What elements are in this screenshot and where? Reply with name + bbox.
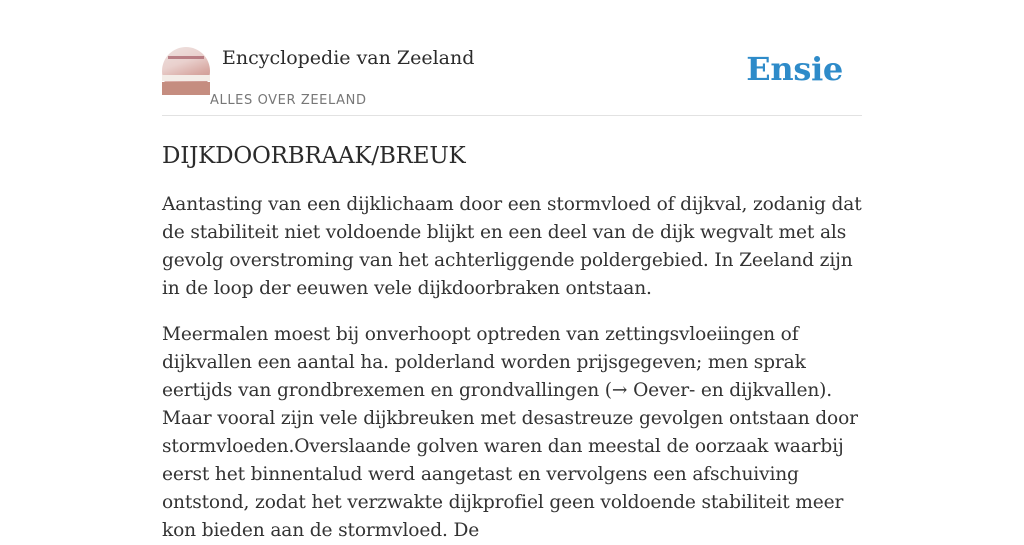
avatar-book-top (168, 56, 204, 59)
site-header (162, 0, 862, 116)
site-tagline: ALLES OVER ZEELAND (210, 93, 367, 108)
page (162, 0, 862, 545)
article-paragraph-1: Aantasting van een dijklichaam door een stormvloed of dijkval, zodanig dat de stabiliteit niet voldoende blijkt en een deel van de dijk wegvalt met als gevolg overstroming van het achterliggende poldergebied. In Zeeland zijn in de loop der eeuwen vele dijkdoorbraken ontstaan. (162, 194, 862, 299)
brand-logo[interactable]: Ensie (746, 50, 843, 88)
avatar-book-pages (162, 75, 210, 81)
entry-title: DIJKDOORBRAAK/BREUK (162, 143, 466, 169)
site-title-link[interactable]: Encyclopedie van Zeeland (222, 47, 475, 69)
article-paragraph-2: Meermalen moest bij onverhoopt optreden van zettingsvloeiingen of dijkvallen een aantal ha. polderland worden prijsgegeven; men sprak eertijds van grondbrexemen en grondvallingen (→ Oever- en dijkvallen). Maar vooral zijn vele dijkbreuken met desastreuze gevolgen ontstaan door stormvloeden.Overslaande golven waren dan meestal de oorzaak waarbij eerst het binnentalud werd aangetast en vervolgens een afschuiving ontstond, zodat het verzwakte dijkprofiel geen voldoende stabiliteit meer kon bieden aan de stormvloed. De (162, 324, 858, 541)
avatar-book-cover (162, 82, 210, 95)
site-avatar[interactable] (162, 47, 210, 95)
